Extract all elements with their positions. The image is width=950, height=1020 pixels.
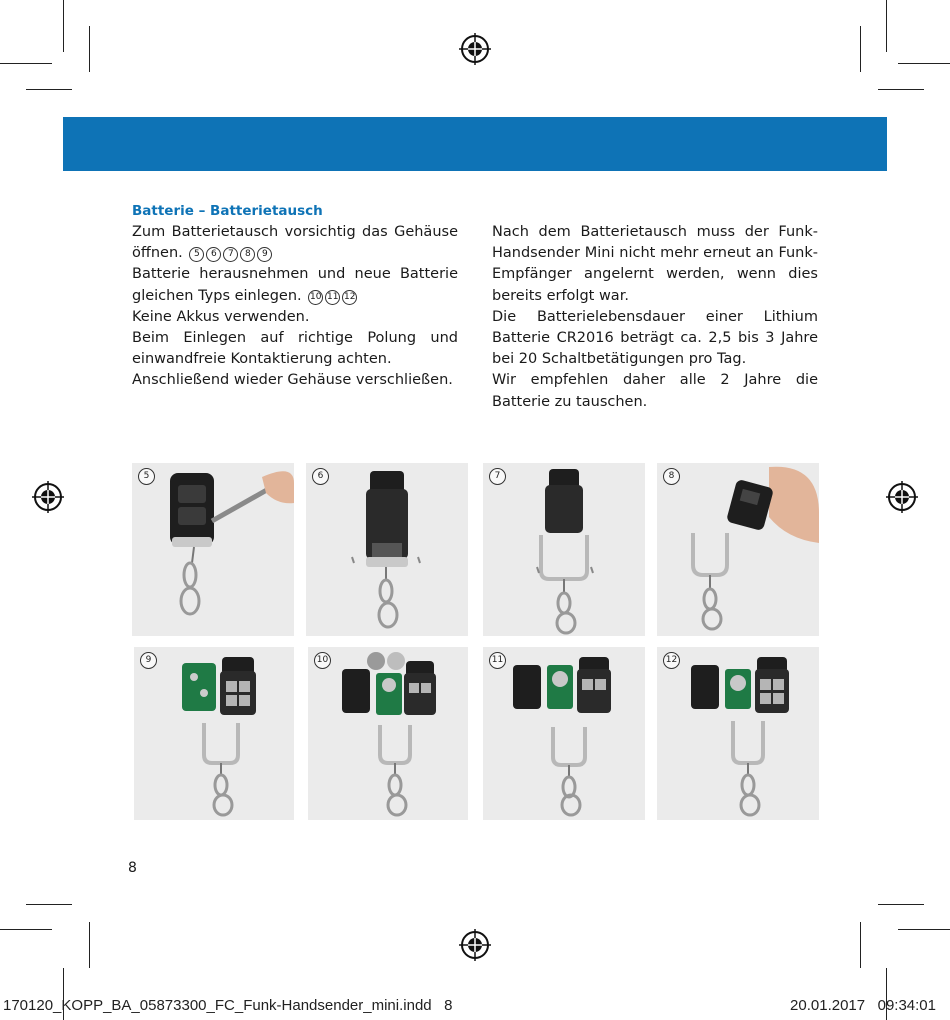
info-column — [492, 222, 818, 413]
info-paragraph: Wir empfehlen daher alle 2 Jahre die Batterie zu tauschen. — [492, 372, 818, 410]
figure-ref: 11 — [325, 290, 340, 305]
crop-mark — [878, 904, 924, 905]
step-photo-9 — [134, 647, 294, 820]
crop-mark — [0, 929, 52, 930]
page-number: 8 — [128, 860, 137, 876]
crop-mark — [0, 63, 52, 64]
registration-mark-icon — [459, 929, 491, 961]
step-photo-6 — [306, 463, 468, 636]
crop-mark — [26, 89, 72, 90]
registration-mark-icon — [459, 33, 491, 65]
instruction-paragraph: Anschließend wieder Gehäuse verschließen. — [132, 372, 453, 389]
registration-mark-icon — [32, 481, 64, 513]
registration-mark-icon — [886, 481, 918, 513]
step-number: 12 — [663, 652, 680, 669]
header-band — [63, 117, 887, 171]
crop-mark — [860, 922, 861, 968]
figure-ref: 5 — [189, 247, 204, 262]
crop-mark — [898, 63, 950, 64]
print-slug-filename: 170120_KOPP_BA_05873300_FC_Funk-Handsender_mini.indd 8 — [3, 997, 453, 1014]
figure-ref: 9 — [257, 247, 272, 262]
figure-ref: 10 — [308, 290, 323, 305]
info-paragraph: Die Batterielebensdauer einer Lithium Batterie CR2016 beträgt ca. 2,5 bis 3 Jahre bei 20 Schaltbetätigungen pro Tag. — [492, 308, 818, 368]
step-number: 8 — [663, 468, 680, 485]
instruction-paragraph: Zum Batterietausch vorsichtig das Gehäuse öffnen. 5 6 7 8 9 — [132, 224, 458, 262]
figure-ref: 6 — [206, 247, 221, 262]
step-photo-12 — [657, 647, 819, 820]
step-number: 11 — [489, 652, 506, 669]
step-photo-11 — [483, 647, 645, 820]
crop-mark — [89, 922, 90, 968]
step-photo-7 — [483, 463, 645, 636]
crop-mark — [898, 929, 950, 930]
crop-mark — [26, 904, 72, 905]
step-number: 9 — [140, 652, 157, 669]
print-slug-datetime: 20.01.2017 09:34:01 — [790, 997, 936, 1014]
figure-ref: 12 — [342, 290, 357, 305]
figure-ref: 8 — [240, 247, 255, 262]
crop-mark — [860, 26, 861, 72]
info-paragraph: Nach dem Batterietausch muss der Funk-Handsender Mini nicht mehr erneut an Funk-Empfänger angelernt werden, wenn dies bereits erfolgt war. — [492, 224, 818, 304]
instructions-column — [132, 222, 458, 392]
crop-mark — [878, 89, 924, 90]
instruction-paragraph: Beim Einlegen auf richtige Polung und einwandfreie Kontaktierung achten. — [132, 330, 458, 368]
step-number: 10 — [314, 652, 331, 669]
crop-mark — [89, 26, 90, 72]
crop-mark — [63, 0, 64, 52]
step-number: 7 — [489, 468, 506, 485]
figure-ref: 7 — [223, 247, 238, 262]
step-photo-8 — [657, 463, 819, 636]
step-number: 5 — [138, 468, 155, 485]
step-photo-10 — [308, 647, 468, 820]
crop-mark — [886, 0, 887, 52]
step-number: 6 — [312, 468, 329, 485]
instruction-paragraph: Keine Akkus verwenden. — [132, 308, 310, 325]
instruction-paragraph: Batterie herausnehmen und neue Batterie gleichen Typs einlegen. 10 11 12 — [132, 266, 458, 304]
section-heading: Batterie – Batterietausch — [132, 203, 323, 219]
step-photo-5 — [132, 463, 294, 636]
